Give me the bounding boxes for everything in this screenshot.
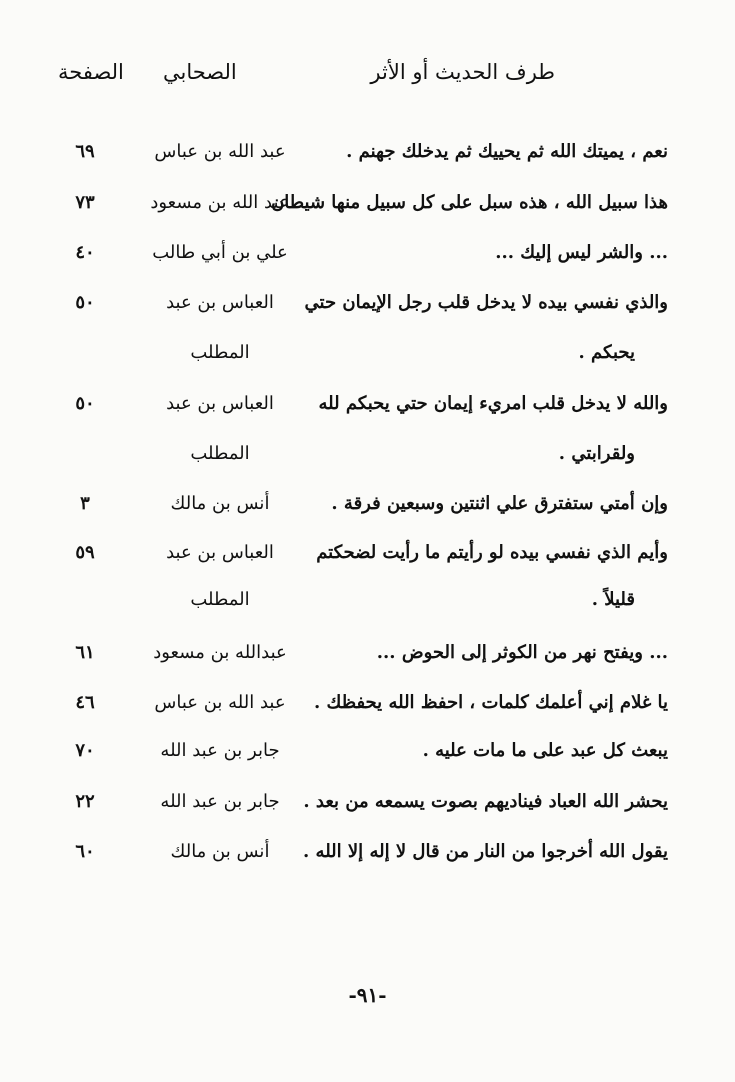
hadith-text: ... ويفتح نهر من الكوثر إلى الحوض ... (376, 642, 668, 663)
table-row (0, 286, 735, 320)
hadith-text-continued: ولقرابتي . (558, 443, 635, 464)
hadith-text-continued: يحبكم . (578, 342, 635, 363)
hadith-text: والله لا يدخل قلب امريء إيمان حتي يحبكم لله (318, 393, 668, 414)
sahabi-name: عبد الله بن مسعود (150, 192, 290, 213)
page-ref: ٣ (80, 493, 90, 514)
table-row (0, 387, 735, 421)
sahabi-name: أنس بن مالك (170, 493, 270, 514)
page-number: -٩١- (348, 983, 387, 1007)
hadith-text: يقول الله أخرجوا من النار من قال لا إله إلا الله . (303, 841, 668, 862)
table-row-continuation (0, 336, 735, 370)
sahabi-name: جابر بن عبد الله (160, 791, 280, 812)
table-row (0, 636, 735, 670)
table-row (0, 135, 735, 169)
table-row-continuation (0, 583, 735, 617)
hadith-text: يبعث كل عبد على ما مات عليه . (422, 740, 668, 761)
sahabi-name: علي بن أبي طالب (152, 242, 288, 263)
table-row (0, 536, 735, 570)
header-page: الصفحة (58, 60, 124, 84)
table-row (0, 785, 735, 819)
sahabi-name: عبدالله بن مسعود (153, 642, 287, 663)
hadith-text: يا غلام إني أعلمك كلمات ، احفظ الله يحفظك . (313, 692, 668, 713)
hadith-text: والذي نفسي بيده لا يدخل قلب رجل الإيمان حتي (304, 292, 668, 313)
table-row (0, 686, 735, 720)
page-ref: ٧٠ (75, 740, 95, 761)
sahabi-name-continued: المطلب (190, 589, 250, 610)
hadith-text: وأيم الذي نفسي بيده لو رأيتم ما رأيت لضحكتم (316, 542, 668, 563)
header-hadith: طرف الحديث أو الأثر (370, 60, 555, 84)
sahabi-name-continued: المطلب (190, 443, 250, 464)
sahabi-name: عبد الله بن عباس (154, 692, 286, 713)
table-row (0, 835, 735, 869)
page-ref: ٤٠ (75, 242, 95, 263)
page-ref: ٥٠ (75, 393, 95, 414)
table-row (0, 236, 735, 270)
sahabi-name: العباس بن عبد (166, 393, 274, 414)
hadith-text: وإن أمتي ستفترق علي اثنتين وسبعين فرقة . (331, 493, 668, 514)
page-ref: ٦٠ (75, 841, 95, 862)
sahabi-name: عبد الله بن عباس (154, 141, 286, 162)
page-ref: ٢٢ (75, 791, 95, 812)
page-ref: ٥٩ (75, 542, 95, 563)
hadith-text-continued: قليلاً . (591, 589, 635, 610)
header-sahabi: الصحابي (163, 60, 237, 84)
page-ref: ٦١ (75, 642, 95, 663)
page-ref: ٥٠ (75, 292, 95, 313)
sahabi-name-continued: المطلب (190, 342, 250, 363)
page-ref: ٦٩ (75, 141, 95, 162)
page-ref: ٤٦ (75, 692, 95, 713)
hadith-text: ... والشر ليس إليك ... (495, 242, 668, 263)
table-row (0, 487, 735, 521)
table-row (0, 734, 735, 768)
table-row-continuation (0, 437, 735, 471)
hadith-text: يحشر الله العباد فيناديهم بصوت يسمعه من بعد . (303, 791, 668, 812)
page-ref: ٧٣ (75, 192, 95, 213)
hadith-text: نعم ، يميتك الله ثم يحييك ثم يدخلك جهنم . (346, 141, 668, 162)
hadith-text: هذا سبيل الله ، هذه سبل على كل سبيل منها شيطان (271, 192, 668, 213)
table-row (0, 186, 735, 220)
sahabi-name: جابر بن عبد الله (160, 740, 280, 761)
sahabi-name: أنس بن مالك (170, 841, 270, 862)
sahabi-name: العباس بن عبد (166, 542, 274, 563)
sahabi-name: العباس بن عبد (166, 292, 274, 313)
